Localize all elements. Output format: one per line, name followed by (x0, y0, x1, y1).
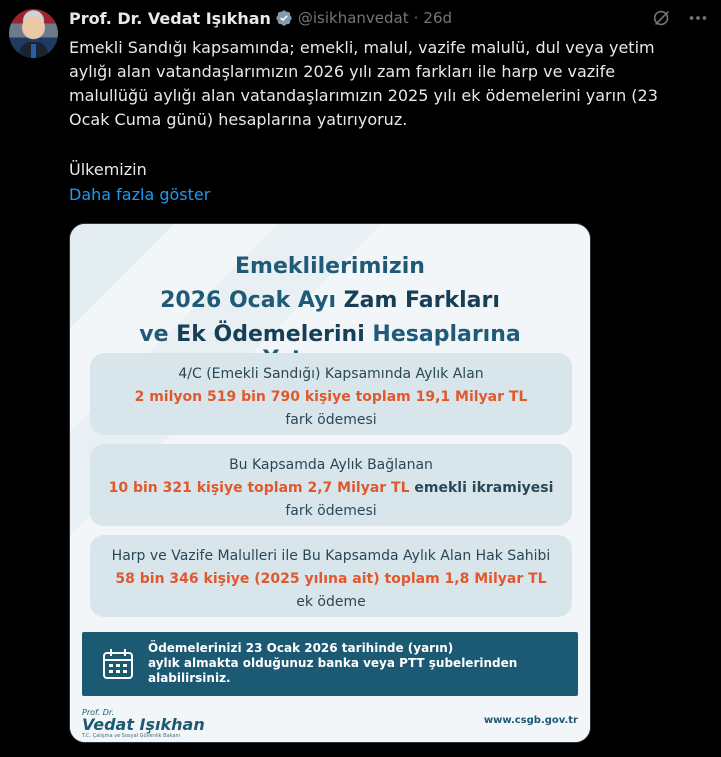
tweet-header (69, 7, 452, 29)
avatar-tie (31, 44, 36, 58)
info-panel-1 (90, 353, 572, 435)
panel-2-line-2-a: 10 bin 321 kişiye toplam 2,7 Milyar TL (108, 480, 410, 496)
notice-line-3: alabilirsiniz. (148, 671, 231, 685)
image-heading-2-a: 2026 Ocak Ayı (160, 288, 344, 313)
panel-2-line-1: Bu Kapsamda Aylık Bağlanan (229, 457, 433, 473)
panel-1-line-2: 2 milyon 519 bin 790 kişiye toplam 19,1 Milyar TL (134, 389, 528, 405)
panel-1-line-1: 4/C (Emekli Sandığı) Kapsamında Aylık Alan (178, 366, 484, 382)
payment-notice (82, 632, 578, 696)
logo-small-title: Prof. Dr. (82, 708, 115, 717)
image-heading-1: Emeklilerimizin (235, 254, 425, 279)
info-panel-2 (90, 444, 572, 526)
notice-line-1: Ödemelerinizi 23 Ocak 2026 tarihinde (yarın) (148, 641, 454, 655)
image-heading-3-c: Hesaplarına (372, 322, 521, 347)
panel-3-line-1: Harp ve Vazife Malulleri ile Bu Kapsamda Aylık Alan Hak Sahibi (111, 548, 551, 564)
panel-1-line-3: fark ödemesi (285, 412, 377, 428)
calendar-icon (100, 646, 136, 682)
separator-dot: · (413, 9, 419, 27)
verified-badge-icon[interactable] (275, 9, 293, 27)
more-icon[interactable] (687, 7, 709, 29)
avatar[interactable] (9, 9, 58, 58)
panel-2-line-2 (90, 477, 572, 500)
panel-2-line-3: fark ödemesi (285, 503, 377, 519)
tweet-time[interactable]: 26d (423, 9, 453, 27)
ministry-website: www.csgb.gov.tr (483, 715, 578, 726)
panel-3-line-3: ek ödeme (296, 594, 366, 610)
image-heading-3-b: Ek Ödemelerini (176, 322, 365, 347)
tweet-actions-top (651, 7, 709, 29)
panel-3-line-2: 58 bin 346 kişiye (2025 yılına ait) toplam 1,8 Milyar TL (115, 571, 547, 587)
image-heading-3-a: ve (139, 322, 177, 347)
image-heading-2-b: Zam Farkları (343, 288, 500, 313)
tweet-text: Emekli Sandığı kapsamında; emekli, malul, vazife malulü, dul veya yetim aylığı alan vatandaşlarımızın 2026 yılı zam farkları ile harp ve vazife malullüğü aylığı alan vatandaşlarımızın 2025 yılı ek ödemelerini yarın (23 Ocak Cuma günü) hesaplarına yatırıyoruz. (69, 38, 658, 129)
tweet-image[interactable] (69, 223, 591, 743)
logo-name: Vedat Işıkhan (82, 715, 205, 734)
grok-icon[interactable] (651, 7, 673, 29)
panel-2-line-2-b: emekli ikramiyesi (409, 480, 554, 496)
notice-line-2: aylık almakta olduğunuz banka veya PTT şubelerinden (148, 656, 518, 670)
logo-subtitle: T.C. Çalışma ve Sosyal Güvenlik Bakanı (82, 733, 181, 739)
author-name[interactable]: Prof. Dr. Vedat Işıkhan (69, 8, 271, 28)
author-handle[interactable]: @isikhanvedat (297, 9, 409, 27)
image-heading-2 (70, 288, 590, 313)
tweet-text-continued: Ülkemizin (69, 160, 147, 179)
show-more-link[interactable]: Daha fazla göster (69, 185, 211, 204)
minister-logo (82, 708, 205, 739)
info-panel-3 (90, 535, 572, 617)
